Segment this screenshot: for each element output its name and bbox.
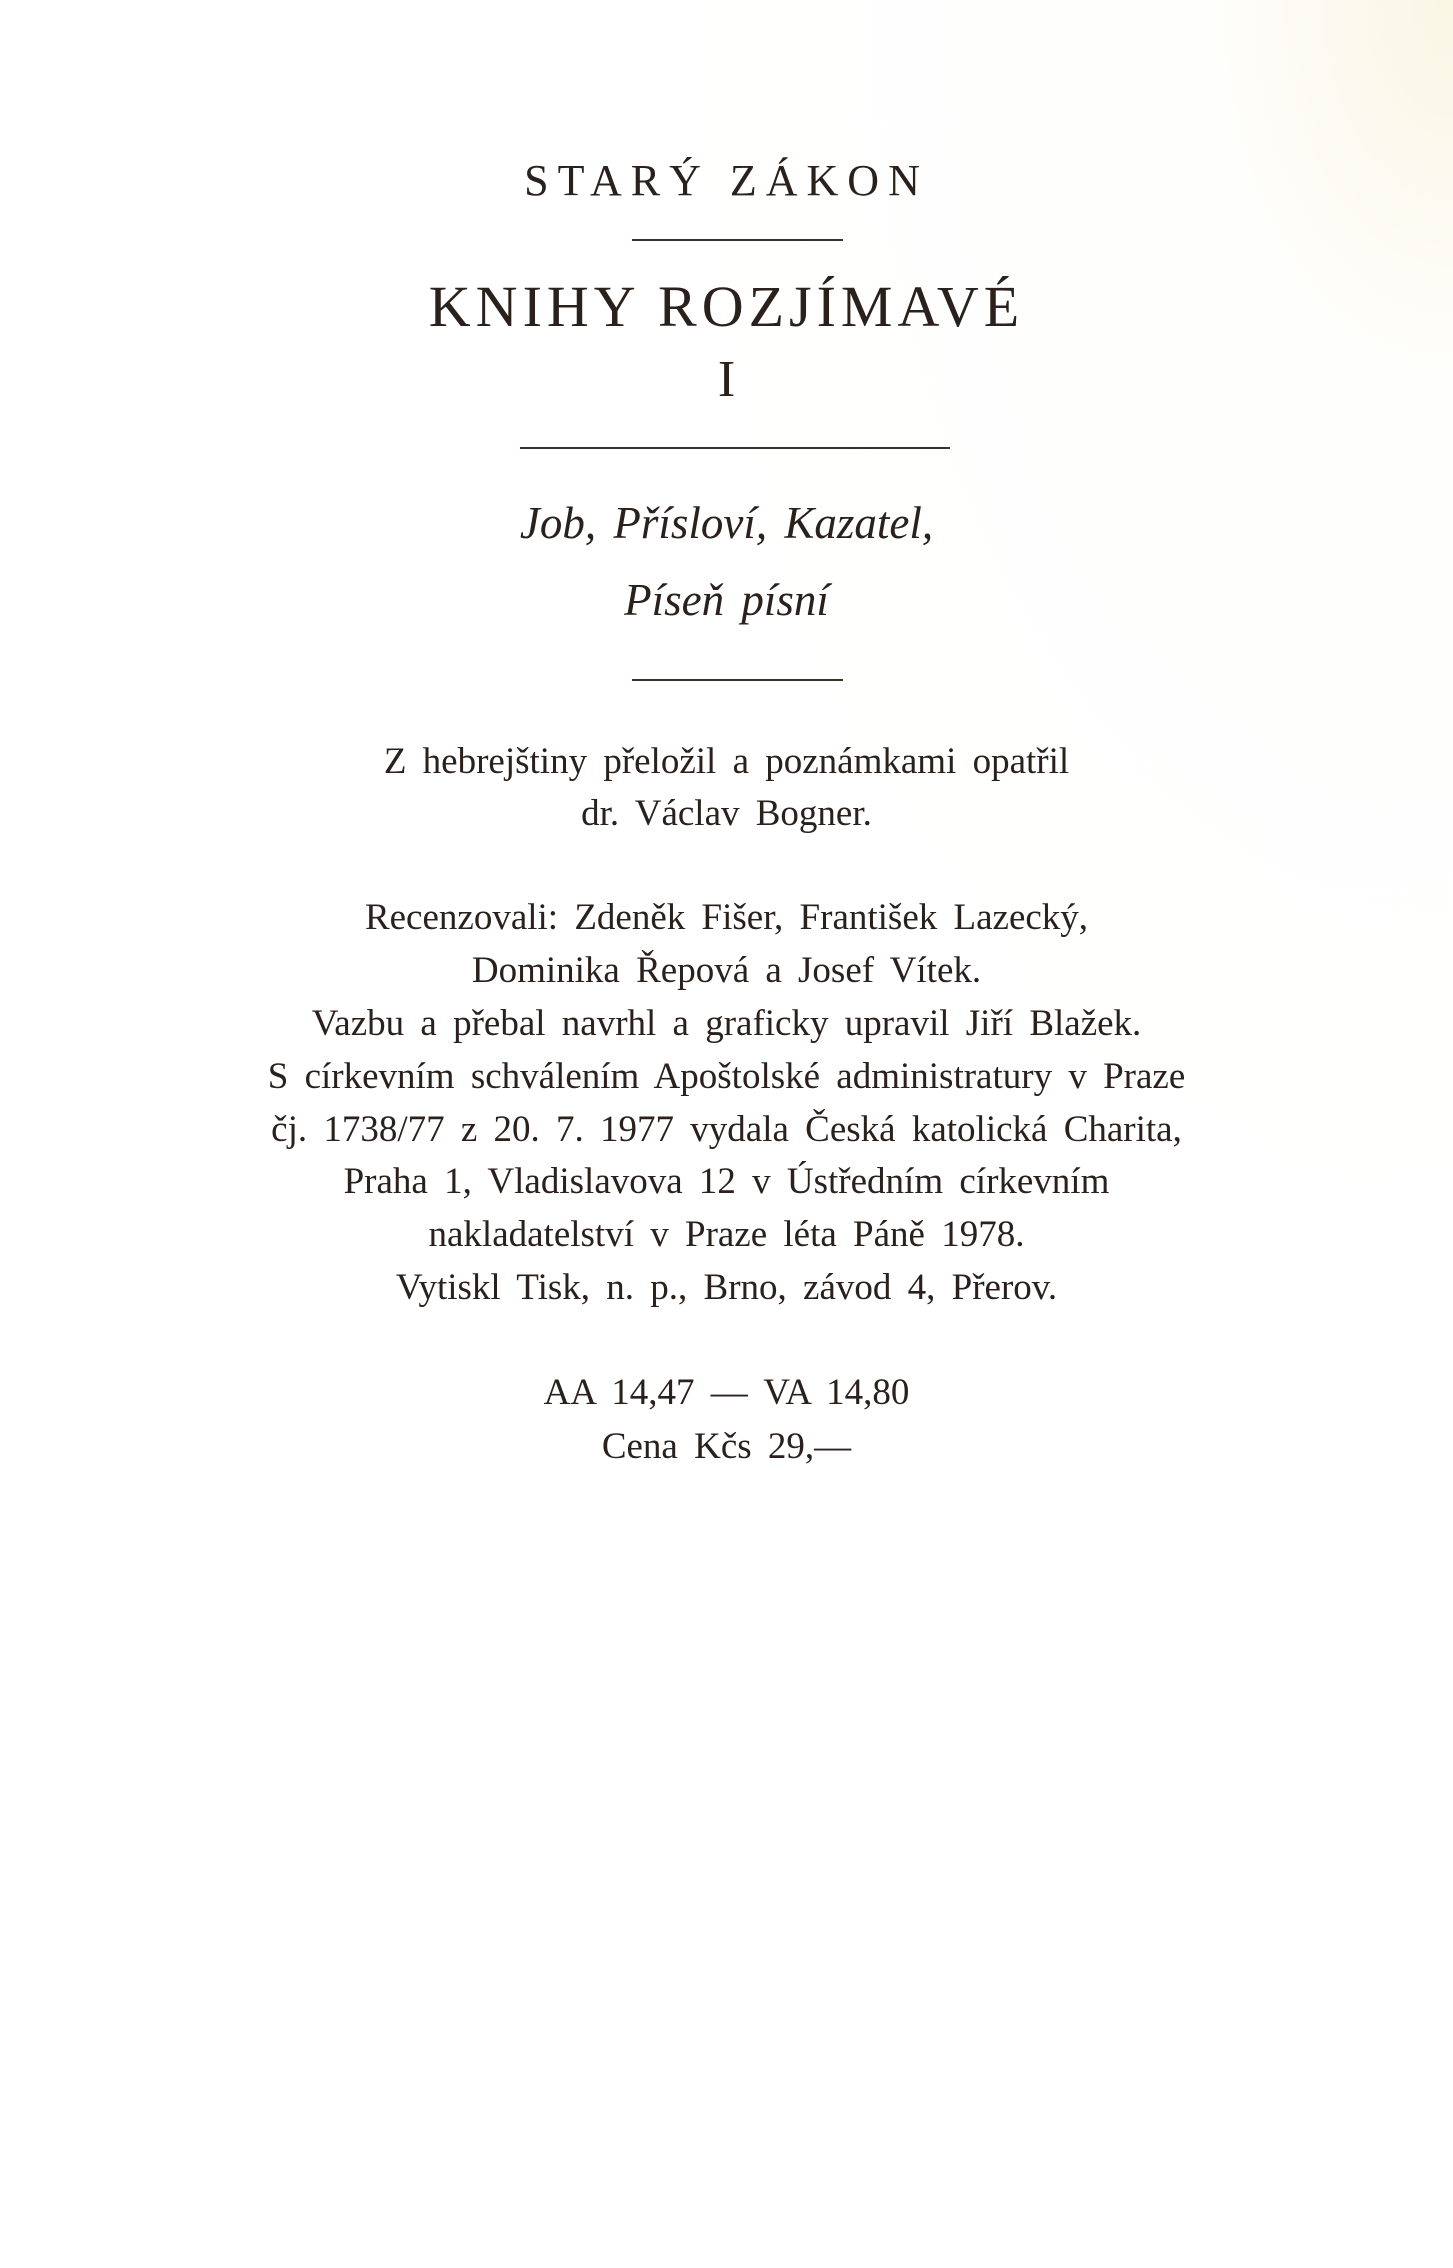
imprint-line: čj. 1738/77 z 20. 7. 1977 vydala Česká katolická Charita,: [271, 1109, 1182, 1150]
volume-number: I: [717, 351, 736, 408]
series-title: STARÝ ZÁKON: [524, 156, 929, 205]
divider: [632, 679, 843, 681]
books-line-2: Píseň písní: [624, 575, 829, 625]
translator-line: Z hebrejštiny přeložil a poznámkami opatřil: [383, 741, 1070, 782]
divider: [520, 447, 950, 449]
price: Cena Kčs 29,—: [601, 1426, 852, 1467]
books-line-1: Job, Přísloví, Kazatel,: [519, 498, 934, 548]
imprint-line: S církevním schválením Apoštolské administratury v Praze: [267, 1056, 1186, 1097]
imprint-line: Dominika Řepová a Josef Vítek.: [471, 950, 982, 991]
translator-name: dr. Václav Bogner.: [581, 793, 872, 834]
divider: [632, 239, 843, 241]
imprint-line: Recenzovali: Zdeněk Fišer, František Lazecký,: [364, 897, 1089, 938]
imprint-line: Vytiskl Tisk, n. p., Brno, závod 4, Přerov.: [395, 1267, 1058, 1308]
imprint-line: Praha 1, Vladislavova 12 v Ústředním církevním: [343, 1161, 1110, 1202]
sheet-counts: AA 14,47 — VA 14,80: [543, 1372, 910, 1413]
imprint-line: nakladatelství v Praze léta Páně 1978.: [428, 1214, 1025, 1255]
book-title: KNIHY ROZJÍMAVÉ: [428, 274, 1025, 339]
imprint-line: Vazbu a přebal navrhl a graficky upravil Jiří Blažek.: [311, 1003, 1142, 1044]
